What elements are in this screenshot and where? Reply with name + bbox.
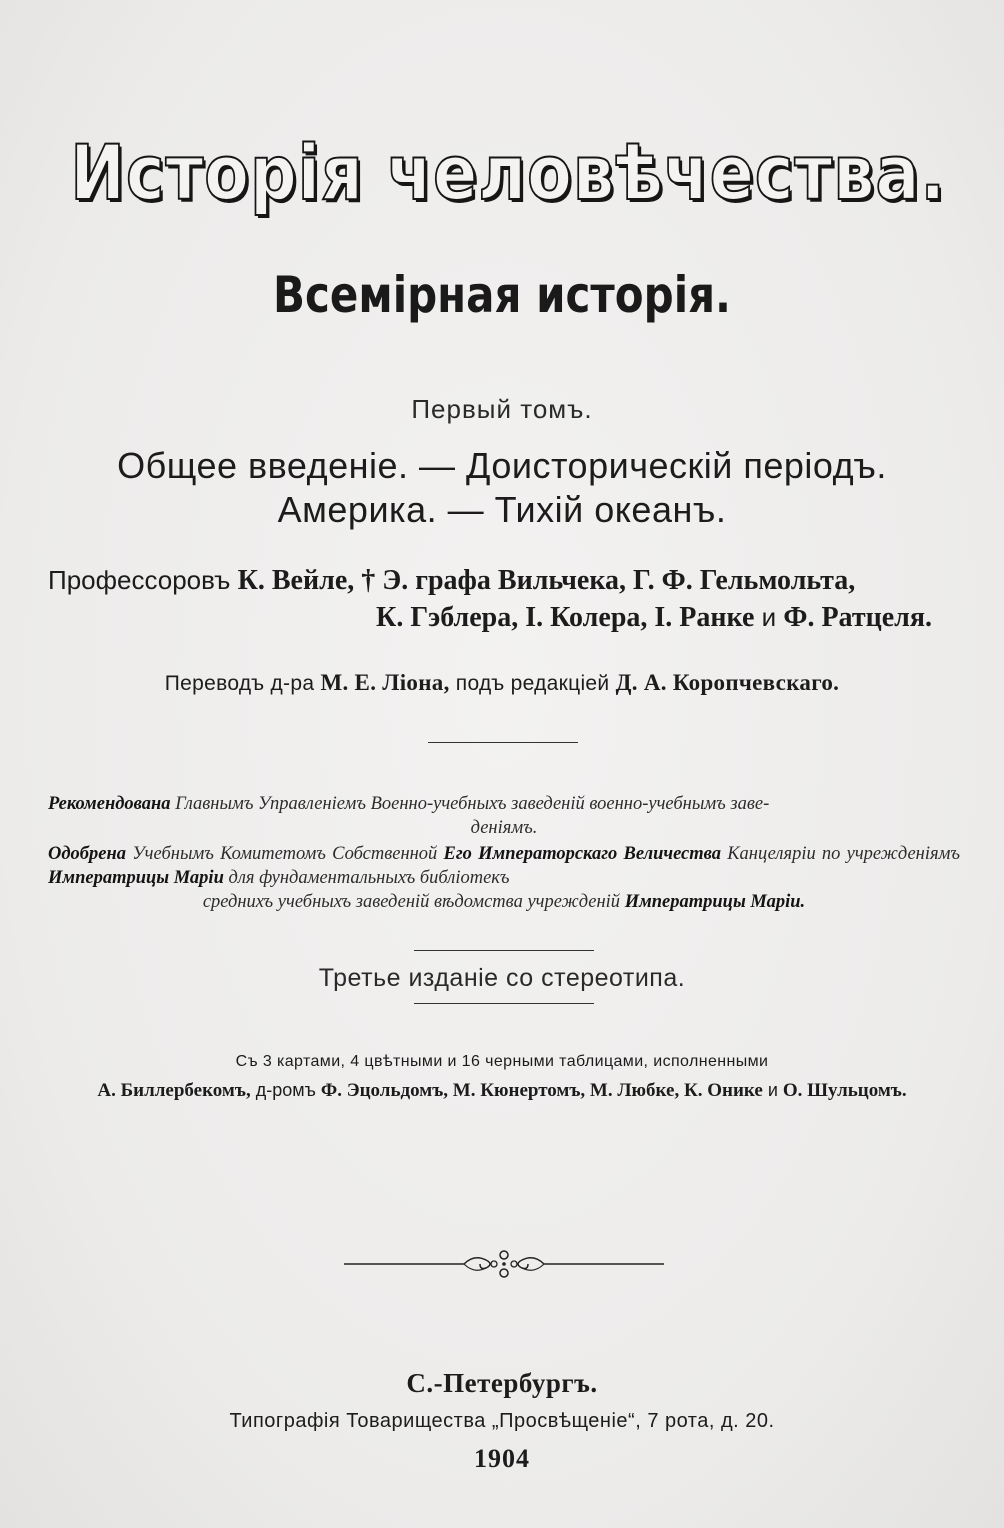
divider-1 [428,742,578,743]
approval-approved-label: Одобрена [48,844,127,864]
approval-block [48,792,960,916]
approval-approved-text-4: среднихъ учебныхъ заведеній вѣдомства учрежденій [202,892,621,912]
sections-line-2: Америка. — Тихій океанъ. [277,489,727,530]
volume-sections [0,444,1004,532]
translation-text-2: подъ редакціей [455,672,610,695]
approval-recommended-text: Главнымъ Управленіемъ Военно-учебныхъ заведеній военно-учебнымъ заве- [175,794,770,814]
illustrators-2: Ф. Эцольдомъ, М. Кюнертомъ, М. Любке, К. Онике [320,1080,763,1101]
book-title: Исторія человѣчества. [70,128,947,217]
divider-2 [414,950,594,951]
authors-names-2a: К. Гэблера, І. Колера, І. Ранке [376,602,755,633]
imprint-city: С.-Петербургъ. [406,1368,598,1398]
volume-label: Первый томъ. [411,394,593,424]
illustrator-3: О. Шульцомъ. [782,1080,907,1101]
illustrator-title: д-ромъ [255,1080,316,1100]
book-subtitle: Всемірная исторія. [272,266,732,324]
sections-line-1: Общее введеніе. — Доисторическій періодъ. [117,445,887,486]
approval-approved-text-2: Канцеляріи по учрежденіямъ [727,844,960,864]
illustrations-line-1: Съ 3 картами, 4 цвѣтными и 16 черными таблицами, исполненными [235,1053,769,1070]
approval-last-line [48,890,960,914]
translator-name: М. Е. Ліона, [320,670,450,695]
approval-empress-1: Императрицы Маріи [48,868,224,888]
approval-recommended-tail: деніямъ. [470,818,538,838]
ornament-divider-icon [344,1246,664,1282]
divider-3 [414,1003,594,1004]
approval-majesty: Его Императорскаго Величества [443,844,722,864]
approval-approved-text-1: Учебнымъ Комитетомъ Собственной [132,844,438,864]
approval-recommended [48,792,960,840]
translation-credit [0,670,1004,696]
authors-line-2 [48,599,958,636]
approval-approved-text-3: для фундаментальныхъ библіотекъ [228,868,510,888]
imprint-press: Типографія Товарищества „Просвѣщеніе“, 7 рота, д. 20. [229,1410,775,1432]
approval-recommended-label: Рекомендована [48,794,171,814]
translation-text-1: Переводъ д-ра [164,672,315,695]
edition-note: Третье изданіе со стереотипа. [318,964,686,992]
authors-block [48,562,958,636]
approval-approved [48,842,960,914]
editor-name: Д. А. Коропчевскаго. [615,670,840,695]
imprint-year: 1904 [474,1444,530,1473]
approval-empress-2: Императрицы Маріи. [624,892,806,912]
authors-names-1: К. Вейле, † Э. графа Вильчека, Г. Ф. Гельмольта, [237,565,856,596]
authors-prefix: Профессоровъ [48,565,231,595]
illustrations-line-2 [0,1080,1004,1102]
authors-names-2b: Ф. Ратцеля. [783,602,932,633]
illustrators-conj: и [767,1080,778,1100]
authors-conj: и [761,602,777,632]
illustrator-1: А. Биллербекомъ, [97,1080,251,1101]
